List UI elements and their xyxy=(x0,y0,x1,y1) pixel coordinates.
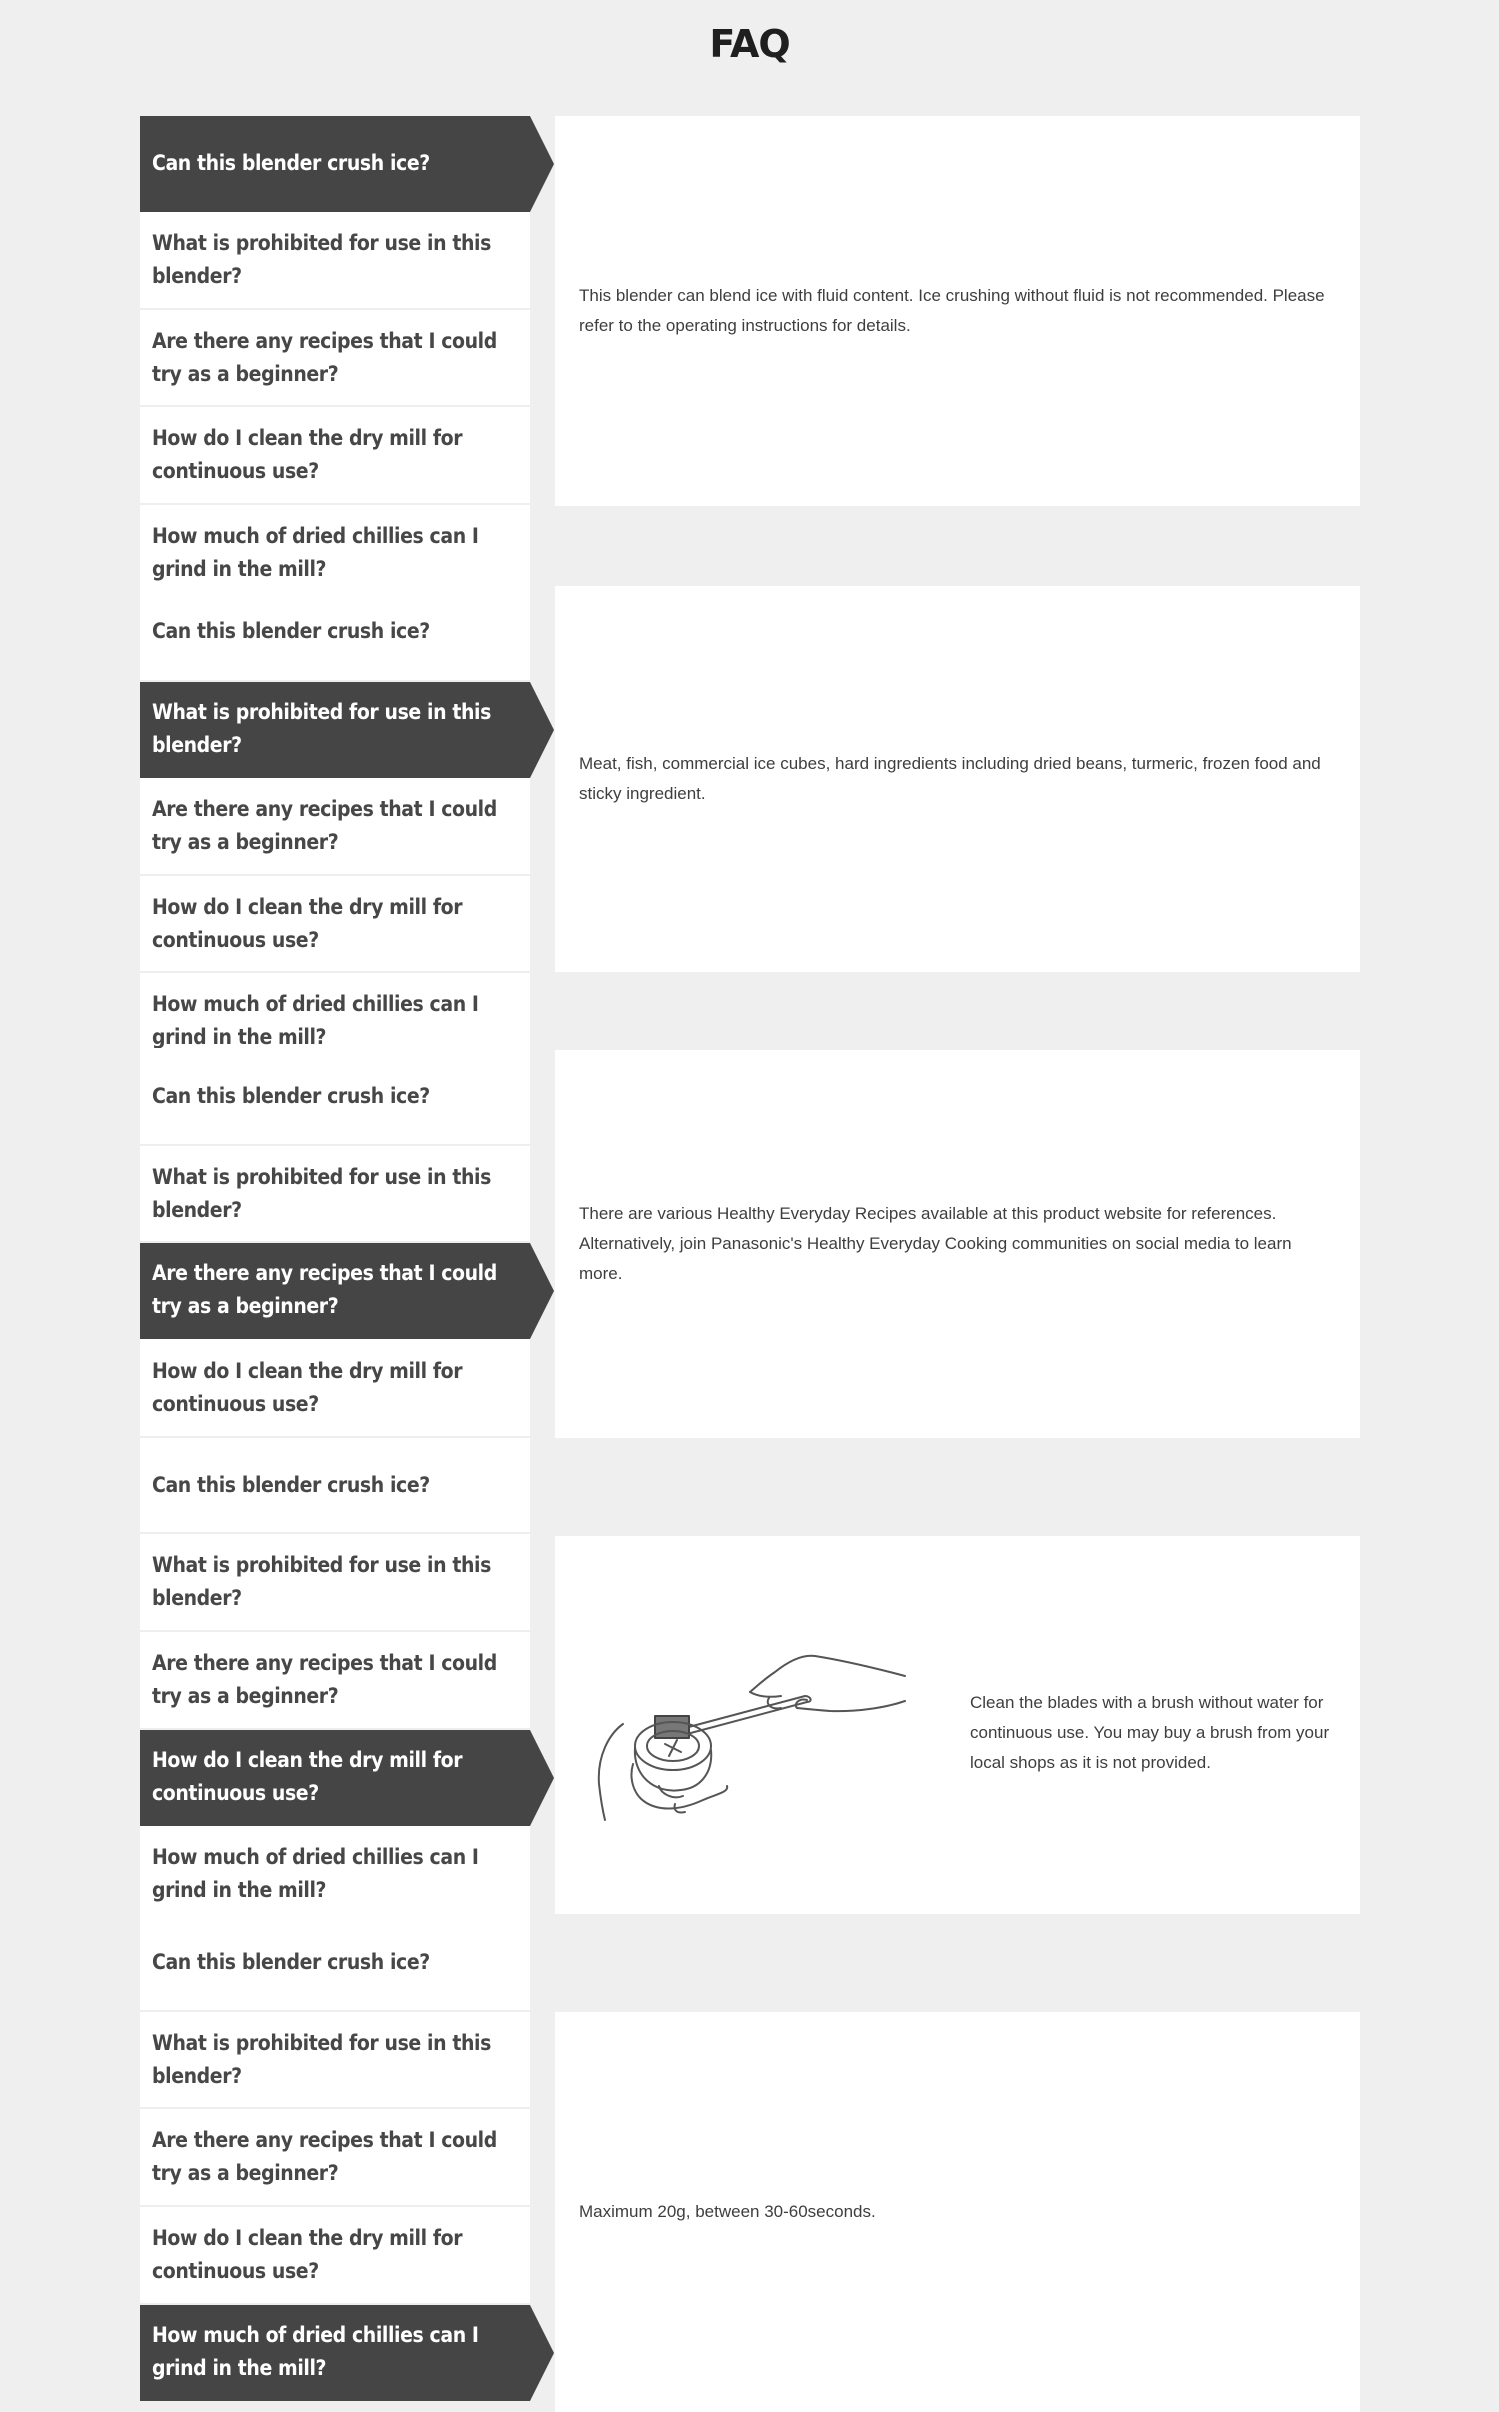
question-list xyxy=(140,116,530,602)
faq-question-ice[interactable]: Can this blender crush ice? xyxy=(140,582,530,682)
faq-answer-panel xyxy=(555,116,1360,506)
faq-question-prohibited[interactable]: What is prohibited for use in this blender? xyxy=(140,1146,530,1243)
faq-question-prohibited[interactable]: What is prohibited for use in this blender? xyxy=(140,212,530,310)
question-list xyxy=(140,1438,530,1924)
faq-question-ice[interactable]: Can this blender crush ice? xyxy=(140,1048,530,1146)
faq-answer-panel xyxy=(555,1536,1360,1914)
faq-question-ice[interactable]: Can this blender crush ice? xyxy=(140,1438,530,1534)
faq-question-recipes[interactable]: Are there any recipes that I could try as a beginner? xyxy=(140,778,530,876)
faq-question-prohibited[interactable]: What is prohibited for use in this blender? xyxy=(140,2012,530,2109)
question-list xyxy=(140,582,530,1070)
faq-question-recipes[interactable]: Are there any recipes that I could try as a beginner? xyxy=(140,2109,530,2207)
faq-question-clean-dry-mill[interactable]: How do I clean the dry mill for continuous use? xyxy=(140,2207,530,2305)
faq-answer-text: Meat, fish, commercial ice cubes, hard ingredients including dried beans, turmeric, frozen food and sticky ingredient. xyxy=(579,754,1321,803)
faq-answer-text: Maximum 20g, between 30-60seconds. xyxy=(579,2202,876,2221)
faq-answer-text: This blender can blend ice with fluid content. Ice crushing without fluid is not recommended. Please refer to the operating instructions for details. xyxy=(579,286,1325,335)
faq-question-recipes[interactable]: Are there any recipes that I could try as a beginner? xyxy=(140,310,530,407)
faq-question-recipes[interactable]: Are there any recipes that I could try as a beginner? xyxy=(140,1243,530,1339)
question-list xyxy=(140,1914,530,2401)
faq-answer-panel xyxy=(555,586,1360,972)
faq-answer-text: There are various Healthy Everyday Recipes available at this product website for references. Alternatively, join Panasonic's Healthy Everyday Cooking communities on social media to learn more. xyxy=(579,1204,1292,1283)
faq-question-clean-dry-mill[interactable]: How do I clean the dry mill for continuous use? xyxy=(140,1730,530,1826)
faq-question-clean-dry-mill[interactable]: How do I clean the dry mill for continuous use? xyxy=(140,876,530,973)
faq-question-ice[interactable]: Can this blender crush ice? xyxy=(140,1914,530,2012)
faq-question-dried-chillies[interactable]: How much of dried chillies can I grind in the mill? xyxy=(140,1826,530,1924)
faq-question-prohibited[interactable]: What is prohibited for use in this blender? xyxy=(140,1534,530,1632)
question-list xyxy=(140,1048,530,1438)
brush-cleaning-blades-illustration-icon xyxy=(585,1616,925,1836)
faq-answer-panel xyxy=(555,2012,1360,2412)
faq-question-dried-chillies[interactable]: How much of dried chillies can I grind in the mill? xyxy=(140,973,530,1070)
faq-question-clean-dry-mill[interactable]: How do I clean the dry mill for continuous use? xyxy=(140,407,530,505)
faq-question-prohibited[interactable]: What is prohibited for use in this blender? xyxy=(140,682,530,778)
faq-question-clean-dry-mill[interactable]: How do I clean the dry mill for continuous use? xyxy=(140,1339,530,1438)
faq-question-dried-chillies[interactable]: How much of dried chillies can I grind in the mill? xyxy=(140,2305,530,2401)
faq-answer-text: Clean the blades with a brush without water for continuous use. You may buy a brush from your local shops as it is not provided. xyxy=(970,1693,1330,1772)
faq-question-recipes[interactable]: Are there any recipes that I could try as a beginner? xyxy=(140,1632,530,1730)
faq-question-ice[interactable]: Can this blender crush ice? xyxy=(140,116,530,212)
faq-answer-panel xyxy=(555,1050,1360,1438)
faq-question-dried-chillies[interactable]: How much of dried chillies can I grind in the mill? xyxy=(140,505,530,602)
page-title: FAQ xyxy=(709,22,790,66)
